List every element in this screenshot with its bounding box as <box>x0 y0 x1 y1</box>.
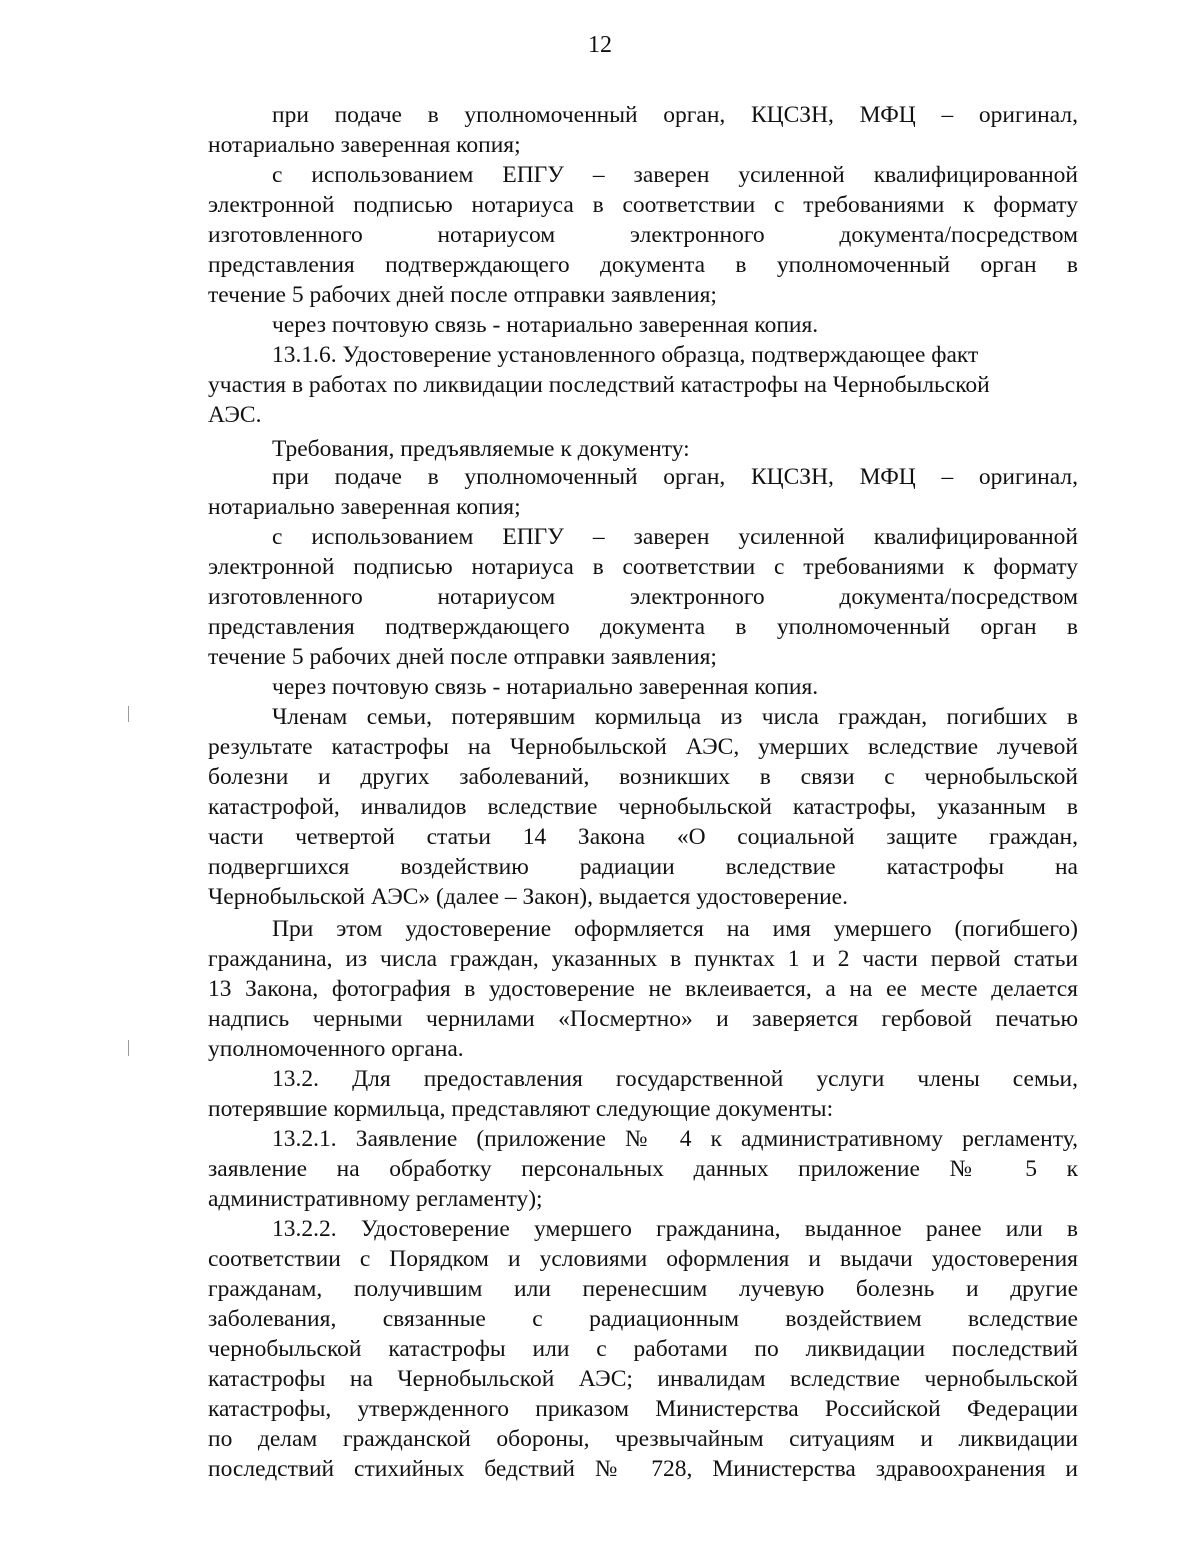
text-line: 13.2.2. Удостоверение умершего гражданина, выданное ранее или в <box>272 1216 1078 1242</box>
text-line: гражданам, получившим или перенесшим лучевую болезнь и другие <box>208 1276 1078 1302</box>
text-line: электронной подписью нотариуса в соответствии с требованиями к формату <box>208 554 1078 580</box>
text-line: катастрофы, утвержденного приказом Министерства Российской Федерации <box>208 1396 1078 1422</box>
text-line: течение 5 рабочих дней после отправки заявления; <box>208 282 717 308</box>
text-line: изготовленного нотариусом электронного документа/посредством <box>208 584 1078 610</box>
text-line: последствий стихийных бедствий № 728, Министерства здравоохранения и <box>208 1456 1078 1482</box>
text-line: 13.1.6. Удостоверение установленного образца, подтверждающее факт <box>272 342 979 368</box>
text-line: с использованием ЕПГУ – заверен усиленной квалифицированной <box>272 162 1078 188</box>
margin-mark <box>128 706 129 722</box>
text-line: подвергшихся воздействию радиации вследствие катастрофы на <box>208 854 1078 880</box>
text-line: заболевания, связанные с радиационным воздействием вследствие <box>208 1306 1078 1332</box>
text-line: Членам семьи, потерявшим кормильца из числа граждан, погибших в <box>272 704 1078 730</box>
text-line: при подаче в уполномоченный орган, КЦСЗН, МФЦ – оригинал, <box>272 464 1078 490</box>
text-line: 13 Закона, фотография в удостоверение не вклеивается, а на ее месте делается <box>208 976 1078 1002</box>
text-line: уполномоченного органа. <box>208 1036 464 1062</box>
text-line: При этом удостоверение оформляется на имя умершего (погибшего) <box>272 916 1078 942</box>
text-line: представления подтверждающего документа в уполномоченный орган в <box>208 614 1078 640</box>
text-line: потерявшие кормильца, представляют следующие документы: <box>208 1096 834 1122</box>
text-line: при подаче в уполномоченный орган, КЦСЗН, МФЦ – оригинал, <box>272 102 1078 128</box>
text-line: административному регламенту); <box>208 1186 543 1212</box>
text-line: части четвертой статьи 14 Закона «О социальной защите граждан, <box>208 824 1078 850</box>
text-line: гражданина, из числа граждан, указанных в пунктах 1 и 2 части первой статьи <box>208 946 1078 972</box>
text-line: с использованием ЕПГУ – заверен усиленной квалифицированной <box>272 524 1078 550</box>
text-line: катастрофы на Чернобыльской АЭС; инвалидам вследствие чернобыльской <box>208 1366 1078 1392</box>
text-line: надпись черными чернилами «Посмертно» и заверяется гербовой печатью <box>208 1006 1078 1032</box>
page-number: 12 <box>588 32 612 58</box>
text-line: Требования, предъявляемые к документу: <box>272 436 690 462</box>
text-line: 13.2.1. Заявление (приложение № 4 к административному регламенту, <box>272 1126 1078 1152</box>
text-line: течение 5 рабочих дней после отправки заявления; <box>208 644 717 670</box>
text-line: катастрофой, инвалидов вследствие чернобыльской катастрофы, указанным в <box>208 794 1078 820</box>
text-line: участия в работах по ликвидации последствий катастрофы на Чернобыльской <box>208 372 990 398</box>
text-line: Чернобыльской АЭС» (далее – Закон), выдается удостоверение. <box>208 884 848 910</box>
margin-mark <box>128 1040 129 1056</box>
text-line: АЭС. <box>208 402 262 428</box>
text-line: нотариально заверенная копия; <box>208 132 521 158</box>
text-line: чернобыльской катастрофы или с работами по ликвидации последствий <box>208 1336 1078 1362</box>
text-line: заявление на обработку персональных данных приложение № 5 к <box>208 1156 1078 1182</box>
text-line: 13.2. Для предоставления государственной услуги члены семьи, <box>272 1066 1078 1092</box>
text-line: болезни и других заболеваний, возникших в связи с чернобыльской <box>208 764 1078 790</box>
text-line: через почтовую связь - нотариально заверенная копия. <box>272 674 819 700</box>
text-line: нотариально заверенная копия; <box>208 494 521 520</box>
text-line: электронной подписью нотариуса в соответствии с требованиями к формату <box>208 192 1078 218</box>
text-line: изготовленного нотариусом электронного документа/посредством <box>208 222 1078 248</box>
text-line: соответствии с Порядком и условиями оформления и выдачи удостоверения <box>208 1246 1078 1272</box>
text-line: по делам гражданской обороны, чрезвычайным ситуациям и ликвидации <box>208 1426 1078 1452</box>
text-line: результате катастрофы на Чернобыльской АЭС, умерших вследствие лучевой <box>208 734 1078 760</box>
text-line: через почтовую связь - нотариально заверенная копия. <box>272 312 819 338</box>
text-line: представления подтверждающего документа в уполномоченный орган в <box>208 252 1078 278</box>
